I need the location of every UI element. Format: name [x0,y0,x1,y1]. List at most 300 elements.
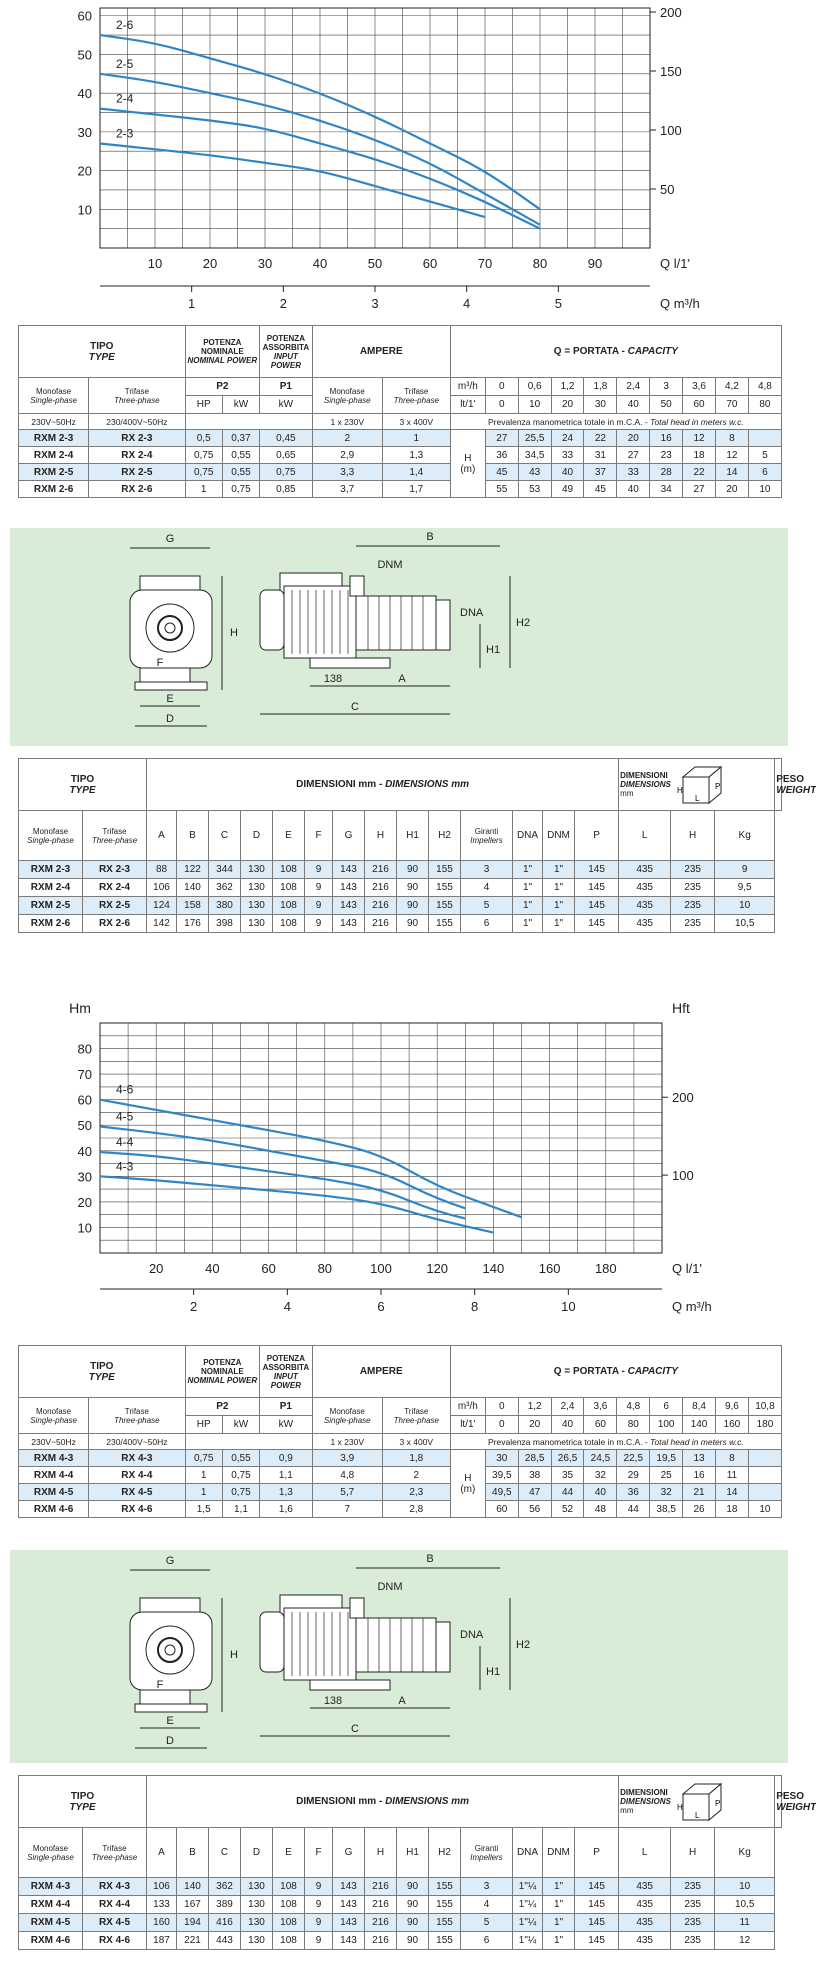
y2-tick-label: 200 [660,5,682,21]
head-value: 43 [518,464,551,481]
y2-tick-label: 100 [672,1168,694,1184]
hp-value: 1,5 [185,1501,222,1518]
dim-value: 143 [333,1878,365,1896]
secondary-tick-label: 6 [377,1299,385,1314]
dim-value: 90 [397,879,429,897]
dim-label-g: G [165,1555,175,1567]
dim-value: 108 [273,879,305,897]
p1-value: 1,1 [260,1467,313,1484]
discharge-port [350,1598,364,1618]
x-tick-label: 20 [148,1261,164,1276]
dim-value: 143 [333,1932,365,1950]
table-row [19,1932,782,1950]
model-mono: RXM 2-6 [19,481,89,498]
giranti-value: 3 [461,861,513,879]
x-tick-label: 160 [538,1261,561,1276]
lt-value: 140 [683,1416,716,1434]
model-tri: RX 4-6 [89,1501,185,1518]
model-tri: RX 4-5 [83,1914,147,1932]
dim-value: 362 [209,879,241,897]
h-value: 235 [671,915,715,933]
table-row [19,1467,782,1484]
dim-value: 133 [147,1896,177,1914]
tipo-header: TIPO TYPE [19,1776,147,1828]
p-value: 145 [575,1914,619,1932]
l-header: L [619,1828,671,1878]
head-value: 24 [551,430,584,447]
trifase-header: Trifase Three-phase [83,1828,147,1878]
giranti-value: 3 [461,1878,513,1896]
model-tri: RX 4-4 [83,1896,147,1914]
p1-header: POTENZA ASSORBITA INPUT POWER [260,326,313,378]
m3h-value: 4,8 [617,1398,650,1416]
model-mono: RXM 2-5 [19,897,83,915]
p-header: P [575,811,619,861]
dim-label-d: D [166,713,174,725]
head-value: 34,5 [518,447,551,464]
dim-col-header: A [147,1828,177,1878]
header-row-4 [19,414,782,430]
x-tick-label: 60 [422,256,438,271]
head-value: 13 [683,1450,716,1467]
hp-value: 0,75 [185,447,222,464]
head-value: 28 [650,464,683,481]
head-value: 37 [584,464,617,481]
header-row-2 [19,378,782,396]
head-value: 48 [584,1501,617,1518]
voltage-tri: 230/400V~50Hz [89,1434,185,1450]
x-tick-label: 180 [594,1261,617,1276]
dim-col-header: F [305,1828,333,1878]
svg-text:L: L [694,793,700,803]
dim-value: 124 [147,897,177,915]
head-value: 21 [683,1484,716,1501]
l-value: 435 [619,1878,671,1896]
p2-header: POTENZA NOMINALE NOMINAL POWER [185,1346,260,1398]
head-value: 26,5 [551,1450,584,1467]
header-row-1 [19,1346,782,1398]
h-value: 235 [671,1896,715,1914]
p1-header: POTENZA ASSORBITA INPUT POWER [260,1346,313,1398]
lt-value: 60 [683,396,716,414]
head-value: 25 [650,1467,683,1484]
dim-value: 90 [397,915,429,933]
x-tick-label: 30 [257,256,273,271]
secondary-tick-label: 4 [283,1299,291,1314]
hp-value: 0,75 [185,1450,222,1467]
front-foot [140,1690,190,1704]
lt-value: 180 [748,1416,781,1434]
hp-label: HP [185,396,222,414]
dim-label-138: 138 [323,673,343,685]
head-value: 40 [617,481,650,498]
kg-value: 9 [715,861,775,879]
dim-value: 416 [209,1914,241,1932]
p-value: 145 [575,861,619,879]
dim-value: 9 [305,915,333,933]
dim-label-c: C [351,1723,359,1735]
dim-value: 130 [241,897,273,915]
dim-value: 90 [397,897,429,915]
dim-value: 130 [241,1896,273,1914]
table-row [19,447,782,464]
dim-value: 9 [305,1914,333,1932]
front-base [135,682,207,690]
giranti-value: 5 [461,1914,513,1932]
kg-value: 9,5 [715,879,775,897]
y-tick-label: 50 [77,1118,92,1134]
h-value: 235 [671,1932,715,1950]
amp-tri-value: 1,4 [382,464,450,481]
model-mono: RXM 4-6 [19,1932,83,1950]
model-mono: RXM 2-6 [19,915,83,933]
amp-mono-value: 4,8 [312,1467,382,1484]
head-value: 22 [584,430,617,447]
table-row [19,897,782,915]
head-value: 53 [518,481,551,498]
dim-label-h1: H1 [486,644,501,656]
table-row [19,430,782,447]
dim-value: 9 [305,1932,333,1950]
dim-label-f: F [156,1679,164,1691]
model-mono: RXM 2-5 [19,464,89,481]
dnm-value: 1" [543,1914,575,1932]
dim-value: 155 [429,861,461,879]
hp-value: 0,75 [185,464,222,481]
weight-header: PESO WEIGHT [775,1776,782,1828]
dna-value: 1" [513,915,543,933]
trifase-header: Trifase Three-phase [89,378,185,414]
dim-col-header: H2 [429,811,461,861]
svg-text:H: H [676,1802,683,1812]
lt-value: 0 [485,1416,518,1434]
dim-value: 142 [147,915,177,933]
kw-label: kW [222,396,259,414]
p1-value: 1,6 [260,1501,313,1518]
dim-value: 216 [365,1878,397,1896]
dim-label-dna: DNA [460,607,484,619]
dim-value: 143 [333,861,365,879]
giranti-value: 4 [461,1896,513,1914]
head-value: 23 [650,447,683,464]
model-tri: RX 4-4 [89,1467,185,1484]
dna-value: 1"¼ [513,1914,543,1932]
grid [100,1023,662,1253]
amp-mono-value: 2,9 [312,447,382,464]
kg-header: Kg [715,811,775,861]
y2-tick-label: 200 [672,1090,694,1106]
dim-value: 176 [177,915,209,933]
lt-value: 20 [551,396,584,414]
dimensions-header: DIMENSIONI mm - DIMENSIONS mm [147,1776,619,1828]
dim-value: 389 [209,1896,241,1914]
p1-value: 0,85 [260,481,313,498]
head-value: 25,5 [518,430,551,447]
model-tri: RX 2-6 [83,915,147,933]
giranti-value: 4 [461,879,513,897]
dim-value: 380 [209,897,241,915]
amp-mono-header: Monofase Single-phase [312,378,382,414]
head-value [748,1467,781,1484]
monofase-header: Monofase Single-phase [19,1828,83,1878]
model-tri: RX 2-3 [83,861,147,879]
pump-head [436,1622,450,1672]
chart-4-svg [0,995,798,1325]
p-value: 145 [575,915,619,933]
dim-value: 9 [305,879,333,897]
dna-value: 1" [513,897,543,915]
secondary-tick-label: 10 [561,1299,576,1314]
lt-value: 40 [551,1416,584,1434]
head-value: 38,5 [650,1501,683,1518]
amp-tri-value: 1,7 [382,481,450,498]
pump-dimension-drawing-1 [10,528,788,746]
dnm-header: DNM [543,811,575,861]
head-value: 28,5 [518,1450,551,1467]
y-tick-label: 20 [77,163,92,179]
m3h-value: 9,6 [715,1398,748,1416]
dim-value: 221 [177,1932,209,1950]
dna-value: 1"¼ [513,1878,543,1896]
dna-header: DNA [513,1828,543,1878]
table-row [19,861,782,879]
kw-value: 0,37 [222,430,259,447]
dim-label-h1: H1 [486,1666,501,1678]
dim-col-header: G [333,1828,365,1878]
amp-tri-voltage: 3 x 400V [382,414,450,430]
m3h-value: 4,2 [715,378,748,396]
empty-cell [185,1434,312,1450]
box-dimensions-header: DIMENSIONI DIMENSIONS mm P L H [619,1776,775,1828]
head-value: 5 [748,447,781,464]
x-axis-label: Q l/1' [672,1261,702,1276]
dim-label-e: E [166,1715,174,1727]
dna-header: DNA [513,811,543,861]
dna-value: 1"¼ [513,1932,543,1950]
dim-value: 9 [305,897,333,915]
monofase-header: Monofase Single-phase [19,378,89,414]
dim-value: 398 [209,915,241,933]
table-row [19,1450,782,1467]
table-row [19,1896,782,1914]
head-value [748,1450,781,1467]
monofase-header: Monofase Single-phase [19,1398,89,1434]
chart-2-svg [0,0,798,318]
dim-label-h2: H2 [516,617,531,629]
dim-value: 143 [333,897,365,915]
hp-value: 1 [185,1484,222,1501]
m3h-value: 0,6 [518,378,551,396]
kg-value: 11 [715,1914,775,1932]
dnm-value: 1" [543,1878,575,1896]
dims-header-row-1 [19,1776,782,1828]
kw-value: 0,75 [222,481,259,498]
head-value: 18 [683,447,716,464]
m3h-value: 1,2 [518,1398,551,1416]
dnm-value: 1" [543,861,575,879]
dim-value: 216 [365,1914,397,1932]
m3h-value: 1,2 [551,378,584,396]
fan-cover [260,1612,284,1672]
head-value: 32 [584,1467,617,1484]
model-tri: RX 2-5 [83,897,147,915]
dim-value: 9 [305,1896,333,1914]
x-tick-label: 50 [367,256,383,271]
p-value: 145 [575,1896,619,1914]
dim-value: 443 [209,1932,241,1950]
head-value: 10 [748,481,781,498]
dimensions-table-2 [18,758,816,933]
amp-mono-value: 3,7 [312,481,382,498]
p2-label: P2 [185,378,260,396]
m3h-value: 1,8 [584,378,617,396]
amp-mono-value: 3,3 [312,464,382,481]
table-row [19,879,782,897]
model-tri: RX 4-5 [89,1484,185,1501]
head-value: 24,5 [584,1450,617,1467]
dim-value: 88 [147,861,177,879]
dim-value: 344 [209,861,241,879]
head-value: 10 [748,1501,781,1518]
table-row [19,464,782,481]
dim-value: 187 [147,1932,177,1950]
kw-label: kW [260,1416,313,1434]
dim-value: 155 [429,897,461,915]
dim-value: 140 [177,1878,209,1896]
h-value: 235 [671,879,715,897]
dimensions-header: DIMENSIONI mm - DIMENSIONS mm [147,759,619,811]
m3h-value: 3,6 [683,378,716,396]
head-value: 44 [617,1501,650,1518]
head-value: 11 [715,1467,748,1484]
y2-axis-title: Hft [672,1000,690,1016]
amp-tri-header: Trifase Three-phase [382,1398,450,1434]
table-row [19,915,782,933]
discharge-port [350,576,364,596]
kw-value: 0,75 [222,1467,259,1484]
p1-value: 0,9 [260,1450,313,1467]
y2-tick-label: 100 [660,123,682,139]
dim-label-e: E [166,693,174,705]
head-value: 30 [485,1450,518,1467]
dna-value: 1" [513,861,543,879]
dim-col-header: E [273,1828,305,1878]
dim-label-c: C [351,701,359,713]
svg-text:P: P [714,1798,721,1808]
performance-table-2 [18,325,782,498]
y-tick-label: 40 [77,1143,92,1159]
x-tick-label: 70 [477,256,493,271]
lt-value: 50 [650,396,683,414]
y-tick-label: 50 [77,47,92,63]
amp-mono-value: 2 [312,430,382,447]
m3h-value: 2,4 [551,1398,584,1416]
dim-col-header: B [177,811,209,861]
table-row [19,1484,782,1501]
pump-dimension-drawing-2 [10,1550,788,1763]
kw-value: 0,75 [222,1484,259,1501]
dim-value: 155 [429,1932,461,1950]
dim-value: 143 [333,915,365,933]
dim-value: 167 [177,1896,209,1914]
hp-value: 1 [185,1467,222,1484]
dim-col-header: F [305,811,333,861]
giranti-header: Giranti Impellers [461,811,513,861]
dim-value: 143 [333,1914,365,1932]
tipo-header: TIPO TYPE [19,326,186,378]
dim-value: 90 [397,1932,429,1950]
grid [100,8,650,248]
h-header: H [671,811,715,861]
voltage-mono: 230V~50Hz [19,414,89,430]
m3h-value: 2,4 [617,378,650,396]
amp-tri-value: 1,3 [382,447,450,464]
model-tri: RX 4-3 [89,1450,185,1467]
table-row [19,1878,782,1896]
dim-col-header: C [209,1828,241,1878]
dim-value: 130 [241,1914,273,1932]
kw-value: 0,55 [222,1450,259,1467]
p2-label: P2 [185,1398,260,1416]
dim-value: 216 [365,915,397,933]
head-value: 40 [584,1484,617,1501]
kw-value: 0,55 [222,447,259,464]
amp-mono-header: Monofase Single-phase [312,1398,382,1434]
performance-table-4 [18,1345,782,1518]
hp-value: 0,5 [185,430,222,447]
amp-tri-value: 1 [382,430,450,447]
m3h-value: 0 [485,1398,518,1416]
lt-value: 10 [518,396,551,414]
dim-value: 108 [273,861,305,879]
giranti-header: Giranti Impellers [461,1828,513,1878]
x-axis-label: Q l/1' [660,256,690,271]
dim-col-header: H2 [429,1828,461,1878]
dim-label-a: A [398,673,406,685]
pump-drawing-svg [10,1550,788,1763]
trifase-header: Trifase Three-phase [83,811,147,861]
header-row-1 [19,326,782,378]
x-tick-label: 100 [370,1261,392,1276]
lt-value: 60 [584,1416,617,1434]
amp-tri-value: 2,8 [382,1501,450,1518]
giranti-value: 5 [461,897,513,915]
dim-value: 130 [241,879,273,897]
dnm-value: 1" [543,1896,575,1914]
amp-mono-voltage: 1 x 230V [312,1434,382,1450]
dim-value: 155 [429,879,461,897]
dim-value: 108 [273,1878,305,1896]
dim-value: 130 [241,915,273,933]
m3h-label: m³/h [450,1398,485,1416]
model-mono: RXM 4-6 [19,1501,89,1518]
amp-tri-value: 2 [382,1467,450,1484]
x-tick-label: 20 [202,256,218,271]
model-tri: RX 2-4 [89,447,185,464]
x-tick-label: 60 [261,1261,276,1276]
l-value: 435 [619,915,671,933]
dim-label-d: D [166,1735,174,1747]
dnm-value: 1" [543,897,575,915]
dim-value: 130 [241,1932,273,1950]
voltage-mono: 230V~50Hz [19,1434,89,1450]
head-value: 36 [617,1484,650,1501]
head-value: 32 [650,1484,683,1501]
head-value: 49,5 [485,1484,518,1501]
x-tick-label: 120 [426,1261,449,1276]
head-value: 33 [551,447,584,464]
head-value: 40 [551,464,584,481]
